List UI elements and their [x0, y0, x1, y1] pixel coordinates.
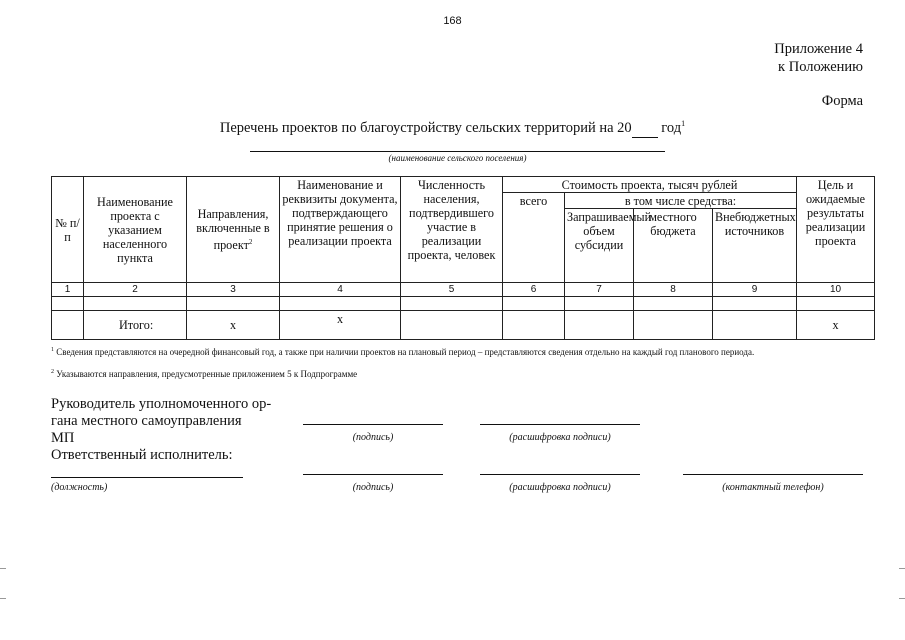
footnote-mark: 1	[681, 119, 686, 128]
head-title-line: гана местного самоуправления	[51, 413, 242, 429]
year-blank	[632, 120, 658, 138]
header-directions	[187, 177, 280, 283]
header-cost-total: всего	[503, 193, 565, 283]
column-number: 3	[187, 283, 280, 297]
page-number: 168	[443, 15, 462, 27]
column-number: 5	[401, 283, 503, 297]
scan-edge-mark	[0, 568, 6, 569]
scan-edge-mark	[899, 598, 905, 599]
total-cell: x	[187, 311, 280, 340]
phone-caption: (контактный телефон)	[722, 482, 824, 493]
stamp-label: МП	[51, 430, 75, 446]
column-number: 9	[713, 283, 797, 297]
total-label: Итого:	[84, 311, 187, 340]
column-number: 8	[634, 283, 713, 297]
header-decision-docs: Наименование и реквизиты документа, подтверждающего принятие решения о реализации проекта	[280, 177, 401, 283]
title-suffix: год	[657, 119, 682, 136]
header-num: № п/п	[52, 177, 84, 283]
header-project-name: Наименование проекта с указанием населенного пункта	[84, 177, 187, 283]
signature-caption: (подпись)	[352, 482, 394, 493]
column-numbers-row	[52, 283, 875, 297]
table-cell	[187, 297, 280, 311]
decoding-caption: (расшифровка подписи)	[509, 482, 611, 493]
table-cell	[713, 311, 797, 340]
header-cost-extra: Внебюджетных источников	[713, 209, 797, 283]
table-cell	[713, 297, 797, 311]
footnote-mark: 1	[51, 347, 54, 353]
column-number: 2	[84, 283, 187, 297]
column-number: 1	[52, 283, 84, 297]
table-cell	[503, 311, 565, 340]
appendix-line: Приложение 4	[774, 41, 863, 57]
decoding-line	[480, 424, 640, 425]
column-number: 7	[565, 283, 634, 297]
settlement-line	[250, 151, 665, 152]
projects-table	[51, 176, 875, 340]
table-cell	[565, 297, 634, 311]
column-number: 10	[797, 283, 875, 297]
signature-line	[303, 474, 443, 475]
table-cell	[280, 297, 401, 311]
table-cell	[401, 311, 503, 340]
total-row	[52, 311, 875, 340]
header-population: Численность населения, подтвердившего участие в реализации проекта, человек	[401, 177, 503, 283]
settlement-caption: (наименование сельского поселения)	[388, 153, 527, 163]
table-cell	[84, 297, 187, 311]
position-line	[51, 477, 243, 478]
executor-label: Ответственный исполнитель:	[51, 447, 233, 463]
header-cost-including: в том числе средства:	[565, 193, 797, 209]
decoding-caption: (расшифровка подписи)	[509, 432, 611, 443]
footnote-mark: 2	[51, 369, 54, 375]
table-cell	[565, 311, 634, 340]
table-cell	[52, 297, 84, 311]
header-goal: Цель и ожидаемые результаты реализации проекта	[797, 177, 875, 283]
signature-caption: (подпись)	[352, 432, 394, 443]
appendix-line: к Положению	[778, 59, 863, 75]
position-caption: (должность)	[51, 482, 108, 493]
header-cost-local: местного бюджета	[634, 209, 713, 283]
scan-edge-mark	[0, 598, 6, 599]
signature-line	[303, 424, 443, 425]
table-cell	[797, 297, 875, 311]
column-number: 6	[503, 283, 565, 297]
footnote-text: Сведения представляются на очередной финансовый год, а также при наличии проектов на плановый период – представляются сведения отдельно на каждый год планового периода.	[54, 347, 755, 357]
footnote	[51, 345, 871, 358]
phone-line	[683, 474, 863, 475]
header-cost: Стоимость проекта, тысяч рублей	[503, 177, 797, 193]
table-cell	[634, 297, 713, 311]
footnote	[51, 367, 871, 380]
decoding-line	[480, 474, 640, 475]
form-label: Форма	[821, 93, 863, 109]
header-directions-text: Направления, включенные в проект	[196, 206, 270, 253]
title-text: Перечень проектов по благоустройству сельских территорий на 20	[219, 119, 632, 136]
header-cost-subsidy: Запрашиваемый объем субсидии	[565, 209, 634, 283]
column-number: 4	[280, 283, 401, 297]
footnote-mark: 2	[248, 237, 253, 246]
scan-edge-mark	[899, 568, 905, 569]
document-title	[0, 119, 905, 138]
appendix-reference	[774, 40, 863, 76]
total-cell: x	[797, 311, 875, 340]
table-cell	[52, 311, 84, 340]
total-cell: x	[280, 311, 401, 340]
head-title-line: Руководитель уполномоченного ор-	[51, 396, 272, 412]
table-cell	[503, 297, 565, 311]
table-row	[52, 297, 875, 311]
table-cell	[401, 297, 503, 311]
table-cell	[634, 311, 713, 340]
footnote-text: Указываются направления, предусмотренные приложением 5 к Подпрограмме	[54, 369, 358, 379]
